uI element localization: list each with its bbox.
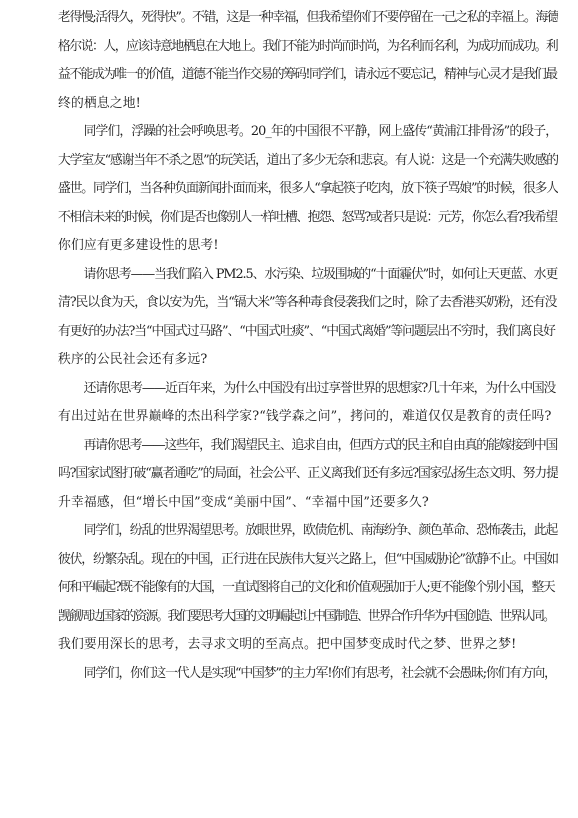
text-line: 彼伏，纷繁杂乱。现在的中国，正行进在民族伟大复兴之路上，但“中国威胁论”欲静不止。中国如	[58, 551, 558, 567]
text-line: 你们应有更多建设性的思考!	[58, 238, 219, 253]
text-line: 终的栖息之地!	[58, 95, 141, 111]
paragraph-1	[58, 4, 558, 118]
text-line: 请你思考——当我们陷入 PM2.5、水污染、垃圾围城的“十面霾伏”时，如何让天更蓝、水更	[83, 266, 558, 282]
text-line: 再请你思考——这些年，我们渴望民主、追求自由，但西方式的民主和自由真的能嫁接到中国	[83, 437, 558, 453]
text-line: 有出过站在世界巅峰的杰出科学家?“钱学森之问”，拷问的，难道仅仅是教育的责任吗?	[58, 409, 552, 424]
text-line: 盛世。同学们，当各种负面新闻扑面而来，很多人“拿起筷子吃肉，放下筷子骂娘”的时候，很多人	[58, 181, 558, 196]
paragraph-3	[58, 261, 558, 375]
text-line: 老得慢;活得久，死得快”。不错，这是一种幸福，但我希望你们不要停留在一己之私的幸福上。海德	[58, 10, 558, 25]
text-line: 觊觎周边国家的资源。我们要思考大国的文明崛起!让中国制造、世界合作升华为中国创造、世界认同。	[58, 608, 554, 624]
text-line: 升幸福感，但“增长中国”变成“美丽中国”、“幸福中国”还要多久?	[58, 494, 429, 510]
paragraph-6	[58, 517, 558, 660]
text-line: 益不能成为唯一的价值，道德不能当作交易的筹码!同学们，请永远不要忘记，精神与心灵才是我们最	[58, 67, 557, 82]
paragraph-2	[58, 118, 558, 261]
paragraph-5	[58, 432, 558, 518]
document-body	[58, 4, 558, 688]
paragraph-7	[58, 660, 558, 689]
text-line: 同学们，你们这一代人是实现“中国梦”的主力军!你们有思考，社会就不会愚昧;你们有方向，	[83, 665, 556, 681]
text-line: 不相信未来的时候，你们是否也像别人一样吐槽、抱怨、怒骂?或者只是说：元芳，你怎么看?我希望	[58, 209, 557, 225]
paragraph-4	[58, 375, 558, 432]
text-line: 大学室友“感谢当年不杀之恩”的玩笑话，道出了多少无奈和悲哀。有人说：这是一个充满失败感的	[58, 152, 558, 168]
text-line: 同学们，纷乱的世界渴望思考。放眼世界，欧债危机、南海纷争、颜色革命、恐怖袭击，此起	[83, 523, 558, 538]
text-line: 还请你思考——近百年来，为什么中国没有出过享誉世界的思想家?几十年来，为什么中国没	[83, 380, 556, 396]
text-line: 何和平崛起?既不能像有的大国，一直试图将自己的文化和价值观强加于人;更不能像个别小国，整天	[58, 580, 555, 595]
text-line: 清?民以食为天，食以安为先，当“镉大米”等各种毒食侵袭我们之时，除了去香港买奶粉，还有没	[58, 295, 557, 310]
text-line: 有更好的办法?当“中国式过马路”、“中国式吐痰”、“中国式离婚”等问题层出不穷时，我们离良好	[58, 323, 555, 339]
text-line: 格尔说：人，应该诗意地栖息在大地上。我们不能为时尚而时尚，为名利而名利，为成功而成功。利	[58, 38, 558, 54]
text-line: 吗?国家试图打破“赢者通吃”的局面，社会公平、正义离我们还有多远?国家弘扬生态文明、努力提	[58, 466, 558, 481]
text-line: 同学们，浮躁的社会呼唤思考。20_年的中国很不平静，网上盛传“黄浦江排骨汤”的段子，	[83, 124, 558, 139]
text-line: 秩序的公民社会还有多远?	[58, 352, 208, 367]
text-line: 我们要用深长的思考，去寻求文明的至高点。把中国梦变成时代之梦、世界之梦!	[58, 637, 517, 652]
